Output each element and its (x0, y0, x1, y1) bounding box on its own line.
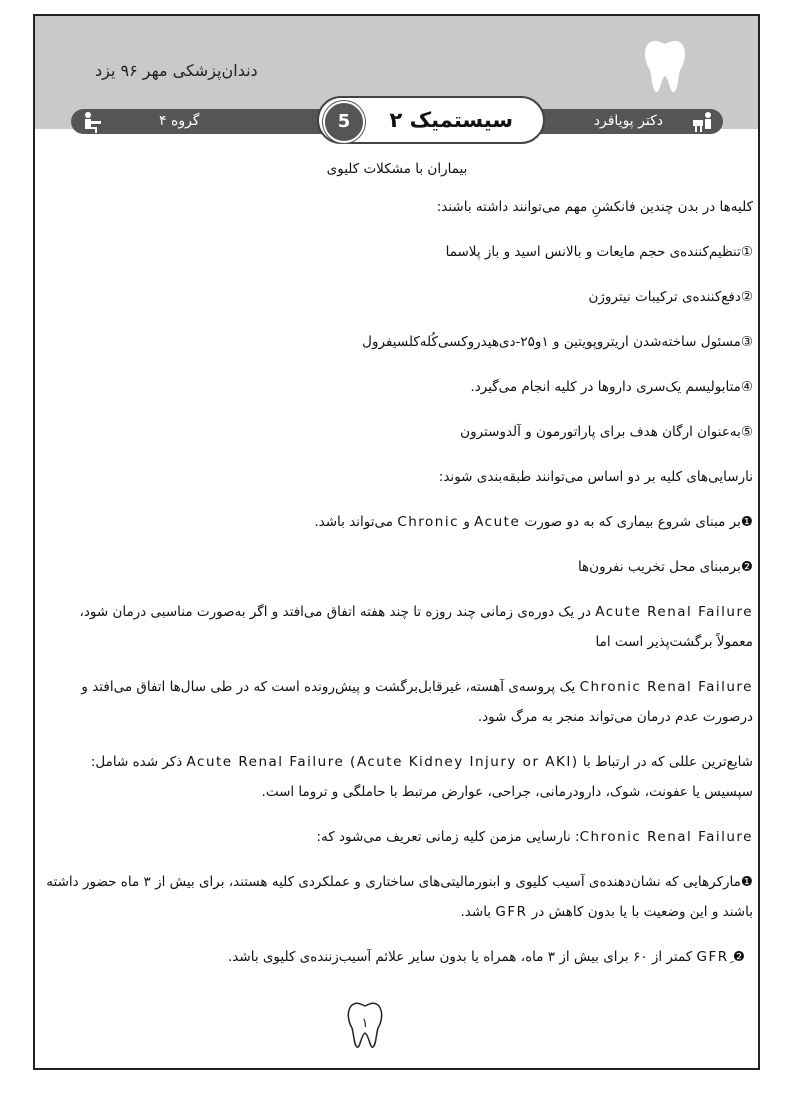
gfr-term: GFR (696, 949, 729, 965)
criteria1-text: مارکرهایی که نشان‌دهنده‌ی آسیب کلیوی و ابنورمالیتی‌های ساختاری و عملکردی کلیه هستند، برای بیش از ۳ ماه حضور داشته باشند و این وضعیت با یا بدون کاهش در (46, 874, 753, 920)
function-item-4: ④متابولیسم یک‌سری داروها در کلیه انجام می‌گیرد. (470, 379, 753, 395)
criteria-item-1 (41, 867, 753, 927)
arf-paragraph (41, 597, 753, 657)
class2-text: برمبنای محل تخریب نفرون‌ها (577, 559, 741, 575)
tooth-logo-icon (642, 38, 688, 98)
function-item-3: ③مسئول ساخته‌شدن اریتروپویتین و ۱و۲۵-دی‌هیدروکسی‌کُله‌کلسیفرول (362, 334, 753, 350)
circled-number-one: ❶ (740, 514, 753, 530)
classification-intro: نارسایی‌های کلیه بر دو اساس می‌توانند طبقه‌بندی شوند: (438, 469, 753, 485)
crf-paragraph (41, 672, 753, 732)
course-title: دندان‌پزشکی مهر ۹۶ یزد (95, 61, 258, 80)
causes-intro: شایع‌ترین عللی که در ارتباط با (582, 754, 753, 770)
causes-text: ذکر شده شامل: سپسیس یا عفونت، شوک، دارودرمانی، جراحی، عوارض مرتبط با حاملگی و تروما است. (90, 754, 753, 800)
chronic-term: Chronic (397, 514, 460, 530)
main-content (41, 154, 753, 972)
student-icon (81, 111, 105, 137)
circled-number-one: ❶ (740, 874, 753, 890)
lecturer-name: دکتر پویافرد (593, 113, 663, 129)
gfr-term: GFR (495, 904, 528, 920)
group-label: گروه ۴ (159, 113, 200, 129)
class1-text: بر مبنای شروع بیماری که به دو صورت (524, 514, 741, 530)
criteria2-text: کمتر از ۶۰ برای بیش از ۳ ماه، همراه یا بدون سایر علائم آسیب‌زننده‌ی کلیوی باشد. (228, 949, 693, 965)
criteria1-end: باشد. (460, 904, 492, 920)
circled-number-two: ❷ (740, 559, 753, 575)
ckd-definition (41, 822, 753, 852)
causes-term: Acute Renal Failure (Acute Kidney Injury or AKI) (186, 754, 579, 770)
function-item-5: ⑤به‌عنوان ارگان هدف برای پاراتورمون و آلدوسترون (460, 424, 753, 440)
acute-term: Acute (474, 514, 521, 530)
section-title: بیماران با مشکلات کلیوی (326, 161, 468, 177)
ckd-term: Chronic Renal Failure (579, 829, 753, 845)
causes-paragraph (41, 747, 753, 807)
classification-item-1 (41, 507, 753, 537)
arf-term: Acute Renal Failure (595, 604, 753, 620)
session-title-pill (317, 96, 545, 144)
criteria-item-2 (41, 942, 753, 972)
class1-end: می‌تواند باشد. (314, 514, 394, 530)
page-frame (33, 14, 760, 1070)
classification-item-2 (41, 552, 753, 582)
session-number: 5 (323, 101, 365, 143)
crf-text: یک پروسه‌ی آهسته، غیرقابل‌برگشت و پیش‌رونده است که در طی سال‌ها اتفاق می‌افتد و درصورت عدم درمان می‌تواند منجر به مرگ شود. (81, 679, 753, 725)
tooth-page-icon (345, 1000, 385, 1054)
crf-term: Chronic Renal Failure (579, 679, 753, 695)
subject-title: سیستمیک ۲ (389, 108, 513, 132)
function-item-1: ①تنظیم‌کننده‌ی حجم مایعات و بالانس اسید و باز پلاسما (445, 244, 753, 260)
arf-text: در یک دوره‌ی زمانی چند روزه تا چند هفته اتفاق می‌افتد و اگر به‌صورت مناسبی درمان شود، معمولاً برگشت‌پذیر است اما (79, 604, 753, 650)
class1-and: و (463, 514, 470, 530)
function-item-2: ②دفع‌کننده‌ی ترکیبات نیتروژن (588, 289, 753, 305)
svg-text:۱: ۱ (361, 1016, 369, 1031)
circled-number-two: ❷ (732, 949, 745, 965)
lecturer-icon (691, 111, 715, 137)
intro-paragraph: کلیه‌ها در بدن چندین فانکشنِ مهم می‌توانند داشته باشند: (436, 199, 753, 215)
ckd-definition-text: : نارسایی مزمن کلیه زمانی تعریف می‌شود که: (316, 829, 580, 845)
